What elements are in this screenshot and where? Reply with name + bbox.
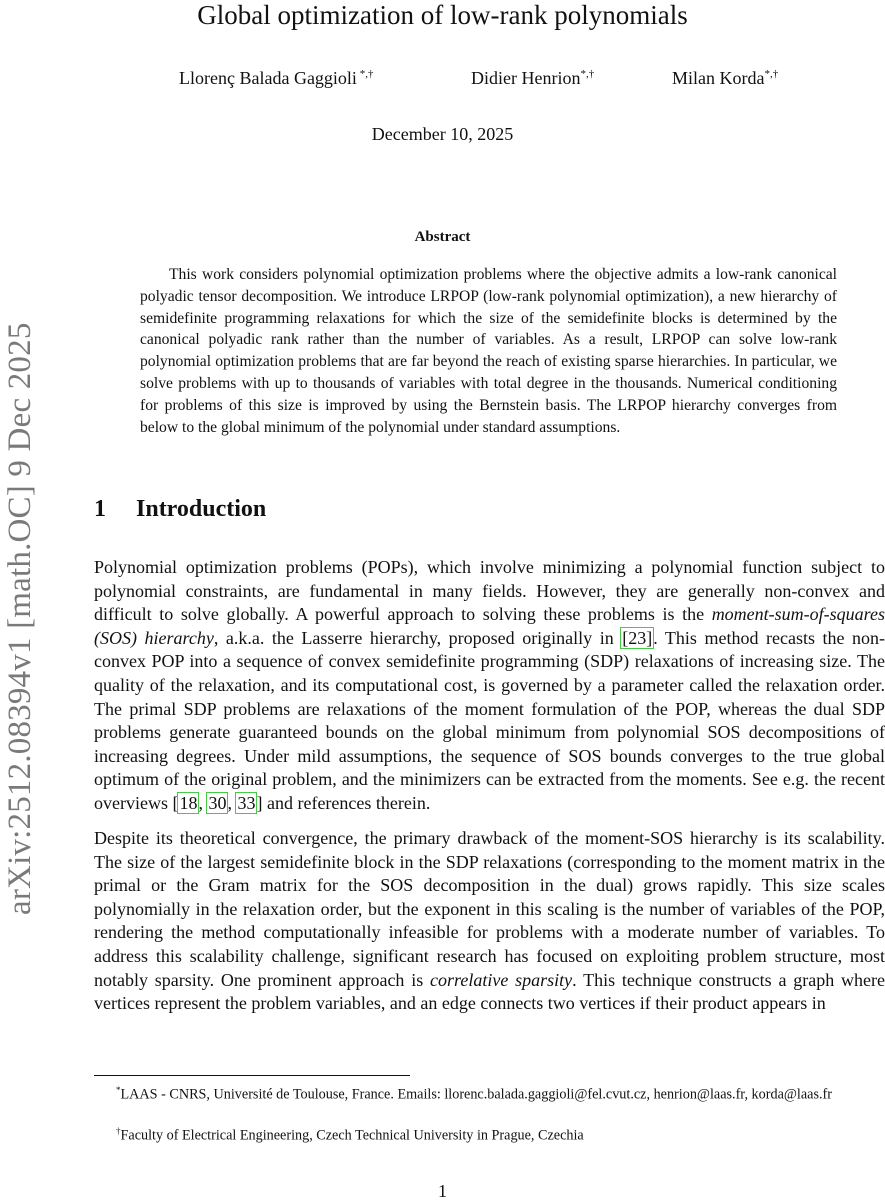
arxiv-identifier: arXiv:2512.08394v1 [math.OC] 9 Dec 2025: [2, 322, 38, 915]
author-2: [471, 68, 594, 89]
citation-link[interactable]: 18: [179, 792, 198, 813]
text-run: Despite its theoretical convergence, the primary drawback of the moment-SOS hierarchy is its scalability. The size of the largest semidefinite block in the SDP relaxations (corresponding to the moment matrix in the primal or the Gram matrix for the SOS decomposition in the dual) grows rapidly. This size scales polynomially in the relaxation order, but the exponent in this scaling is the number of variables of the POP, rendering the method computationally infeasible for problems with a moderate number of variables. To address this scalability challenge, significant research has focused on exploiting problem structure, most notably sparsity. One prominent approach is: [94, 828, 885, 990]
footnote-divider: [94, 1075, 410, 1076]
intro-paragraph-1: [94, 556, 885, 816]
author-name: Didier Henrion: [471, 68, 581, 88]
author-3: [672, 68, 778, 89]
text-run: ,: [198, 792, 208, 813]
emphasis-correlative-sparsity: correlative sparsity: [430, 969, 573, 990]
text-run: , a.k.a. the Lasserre hierarchy, proposed originally in: [213, 627, 622, 648]
author-affiliation-mark: *,†: [764, 68, 779, 80]
footnote-mark: *: [116, 1085, 121, 1095]
abstract-heading: Abstract: [414, 229, 471, 245]
publication-date: December 10, 2025: [371, 124, 514, 144]
footnote-text: Faculty of Electrical Engineering, Czech Technical University in Prague, Czechia: [120, 1127, 584, 1144]
citation-link[interactable]: 33: [237, 792, 256, 813]
footnote-affiliation-1: [94, 1080, 885, 1105]
section-number: 1: [94, 496, 106, 522]
section-title: Introduction: [136, 496, 267, 522]
intro-paragraph-2: [94, 827, 885, 1016]
author-name: Milan Korda: [672, 68, 765, 88]
author-name: Llorenç Balada Gaggioli: [179, 68, 357, 88]
emphasis-moment-sos: moment-sum-of-squares (SOS) hierarchy: [94, 604, 885, 648]
section-heading: [94, 496, 266, 523]
author-affiliation-mark: *,†: [356, 68, 374, 80]
footnote-affiliation-2: [94, 1121, 885, 1146]
text-run: . This technique constructs a graph where vertices represent the problem variables, and an edge connects two vertices if their product appears in: [94, 969, 885, 1014]
text-run: . This method recasts the non-convex POP into a sequence of convex semidefinite programming (SDP) relaxations of increasing size. The quality of the relaxation, and its computational cost, is governed by a parameter called the relaxation order. The primal SDP problems are relaxations of the moment formulation of the POP, whereas the dual SDP problems generate guaranteed bounds on the global minimum from polynomial SOS decompositions of increasing degrees. Under mild assumptions, the sequence of SOS bounds converges to the true global optimum of the original problem, and the minimizers can be extracted from the moments. See e.g. the recent overviews [: [94, 627, 885, 813]
author-1: [179, 68, 373, 89]
text-run: ,: [227, 792, 237, 813]
arxiv-sidebar-stamp: [0, 215, 50, 915]
paper-title: Global optimization of low-rank polynomials: [197, 0, 688, 30]
text-run: ] and references therein.: [256, 792, 431, 813]
text-run: Polynomial optimization problems (POPs), which involve minimizing a polynomial function subject to polynomial constraints, are fundamental in many fields. However, they are generally non-convex and difficult to solve globally. A powerful approach to solving these problems is the: [94, 557, 885, 625]
citation-link[interactable]: [23]: [622, 627, 653, 648]
footnote-text: LAAS - CNRS, Université de Toulouse, France. Emails: llorenc.balada.gaggioli@fel.cvut.cz, henrion@laas.fr, korda@laas.fr: [120, 1086, 832, 1103]
citation-link[interactable]: 30: [208, 792, 227, 813]
page-number: 1: [438, 1181, 447, 1201]
abstract-text: This work considers polynomial optimization problems where the objective admits a low-rank canonical polyadic tensor decomposition. We introduce LRPOP (low-rank polynomial optimization), a new hierarchy of semidefinite programming relaxations for which the size of the semidefinite blocks is determined by the canonical polyadic rank rather than the number of variables. As a result, LRPOP can solve low-rank polynomial optimization problems that are far beyond the reach of existing sparse hierarchies. In particular, we solve problems with up to thousands of variables with total degree in the thousands. Numerical conditioning for problems of this size is improved by using the Bernstein basis. The LRPOP hierarchy converges from below to the global minimum of the polynomial under standard assumptions.: [140, 266, 837, 436]
footnote-mark: †: [116, 1126, 121, 1136]
author-affiliation-mark: *,†: [580, 68, 595, 80]
